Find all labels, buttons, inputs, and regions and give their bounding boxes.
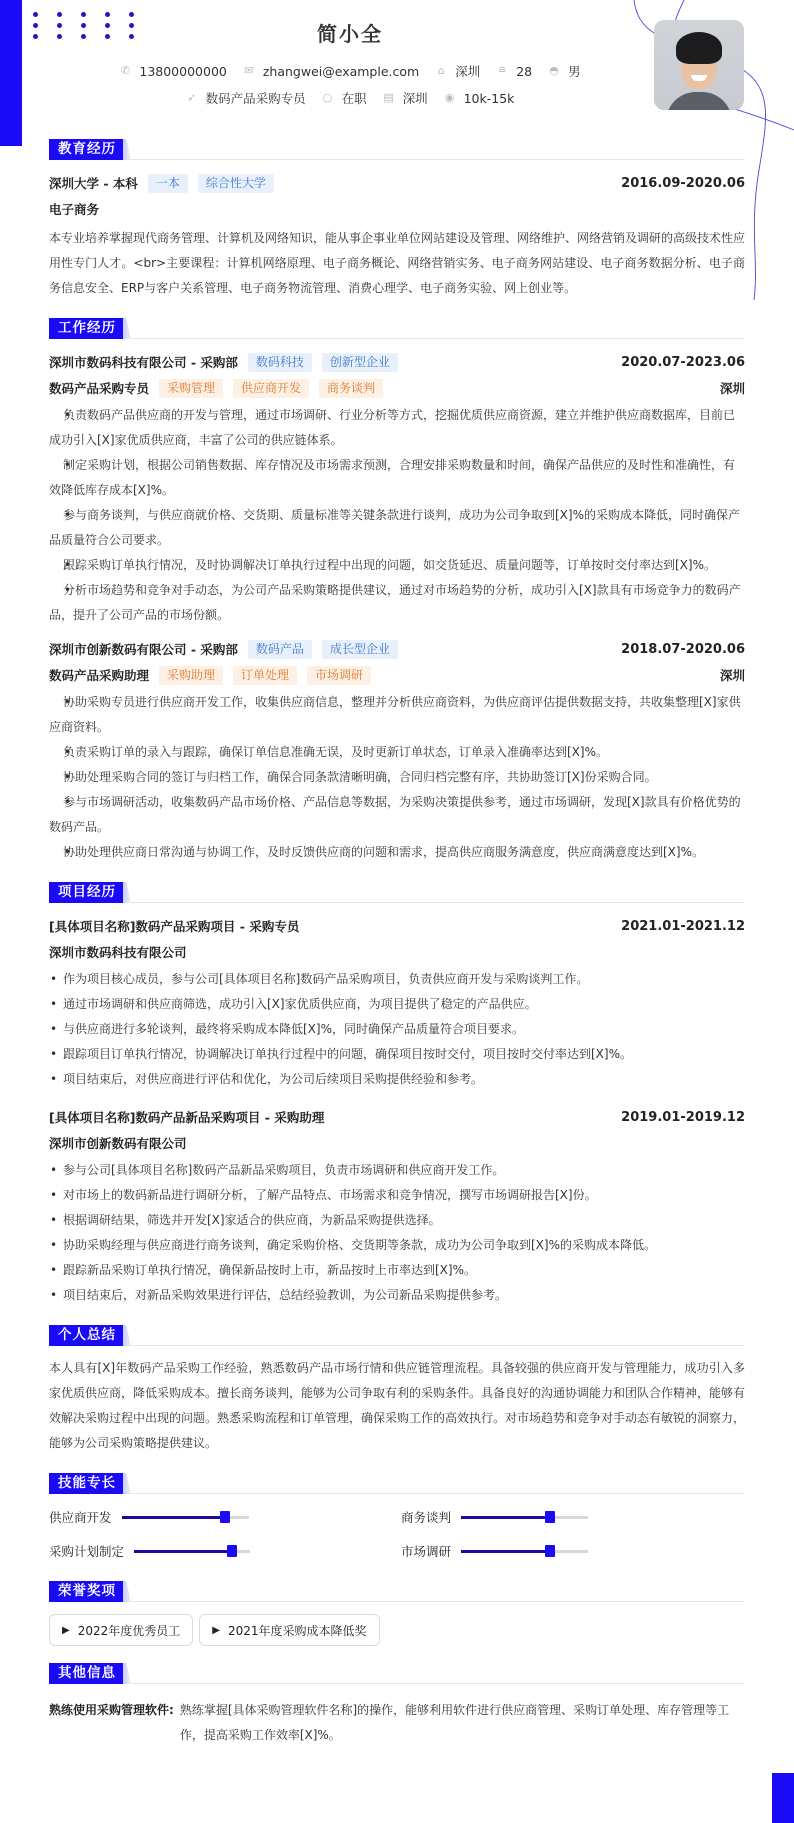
honor-item: ▶ 2021年度采购成本降低奖 <box>199 1614 379 1646</box>
education-header <box>49 170 745 196</box>
position-tag: 订单处理 <box>233 666 297 685</box>
school-name: 深圳大学 - 本科 <box>49 176 138 191</box>
list-item: • 分析市场趋势和竞争对手动态，为公司产品采购策略提供建议，通过对市场趋势的分析，成功引入[X]款具有市场竞争力的数码产品，提升了公司产品的市场份额。 <box>49 578 745 628</box>
work-location: 深圳 <box>719 381 745 396</box>
list-item: • 跟踪采购订单执行情况，及时协调解决订单执行过程中出现的问题，如交货延迟、质量问题等，订单按时交付率达到[X]%。 <box>49 553 745 578</box>
school-tag: 一本 <box>148 174 188 193</box>
section-title: 项目经历 <box>49 879 745 903</box>
list-item: • 项目结束后，对新品采购效果进行评估，总结经验教训，为公司新品采购提供参考。 <box>49 1283 745 1308</box>
section-title: 教育经历 <box>49 136 745 160</box>
position-tag: 采购助理 <box>159 666 223 685</box>
list-item: • 通过市场调研和供应商筛选，成功引入[X]家优质供应商，为项目提供了稳定的产品供应。 <box>49 992 745 1017</box>
intent-position: ➶ 数码产品采购专员 <box>186 91 306 106</box>
project-date: 2019.01-2019.12 <box>621 1109 745 1125</box>
position-tag: 供应商开发 <box>233 379 309 398</box>
avatar <box>654 20 744 110</box>
project-item <box>49 1104 745 1308</box>
work-location: 深圳 <box>719 668 745 683</box>
skill-level-bar <box>122 1516 249 1519</box>
status-icon: ○ <box>322 91 333 104</box>
list-item: • 跟踪项目订单执行情况，协调解决订单执行过程中的问题，确保项目按时交付，项目按时交付率达到[X]%。 <box>49 1042 745 1067</box>
project-item <box>49 913 745 1092</box>
section-projects <box>49 879 745 1308</box>
position-tag: 市场调研 <box>307 666 371 685</box>
age-icon: ≘ <box>497 64 507 77</box>
list-item: • 协助处理供应商日常沟通与协调工作，及时反馈供应商的问题和需求，提高供应商服务满意度，供应商满意度达到[X]%。 <box>49 840 745 865</box>
list-item: • 作为项目核心成员，参与公司[具体项目名称]数码产品采购项目，负责供应商开发与采购谈判工作。 <box>49 967 745 992</box>
position-name: 数码产品采购专员 <box>49 381 150 396</box>
intent-status: ○ 在职 <box>322 91 367 106</box>
company-tag: 成长型企业 <box>322 640 398 659</box>
candidate-name: 简小全 <box>317 22 383 46</box>
list-item: • 负责数码产品供应商的开发与管理，通过市场调研、行业分析等方式，挖掘优质供应商资源，建立并维护供应商数据库，目前已成功引入[X]家优质供应商，丰富了公司的供应链体系。 <box>49 403 745 453</box>
contact-city: ⌂ 深圳 <box>435 62 480 80</box>
building-icon: ▤ <box>383 91 394 104</box>
email-icon: ✉ <box>244 64 254 77</box>
contact-email[interactable]: ✉ zhangwei@example.com <box>244 63 420 79</box>
contact-row <box>0 62 700 80</box>
list-item: • 参与商务谈判，与供应商就价格、交货期、质量标准等关键条款进行谈判，成功为公司争取到[X]%的采购成本降低，同时确保产品质量符合公司要求。 <box>49 503 745 553</box>
send-icon: ➶ <box>186 91 197 104</box>
company-tag: 数码科技 <box>248 353 312 372</box>
skill-item: 供应商开发 <box>49 1504 401 1530</box>
job-intent-row <box>0 89 700 107</box>
company-name: 深圳市创新数码有限公司 - 采购部 <box>49 642 238 657</box>
company-name: 深圳市数码科技有限公司 - 采购部 <box>49 355 238 370</box>
company-tag: 数码产品 <box>248 640 312 659</box>
list-item: • 对市场上的数码新品进行调研分析，了解产品特点、市场需求和竞争情况，撰写市场调研报告[X]份。 <box>49 1183 745 1208</box>
section-work <box>49 315 745 865</box>
education-date: 2016.09-2020.06 <box>621 175 745 191</box>
list-item: • 协助处理采购合同的签订与归档工作，确保合同条款清晰明确，合同归档完整有序，共协助签订[X]份采购合同。 <box>49 765 745 790</box>
salary-icon: ◉ <box>444 91 455 104</box>
list-item: • 制定采购计划，根据公司销售数据、库存情况及市场需求预测，合理安排采购数量和时间，确保产品供应的及时性和准确性，有效降低库存成本[X]%。 <box>49 453 745 503</box>
decor-bottom-bar <box>772 1773 794 1823</box>
list-item: • 协助采购专员进行供应商开发工作，收集供应商信息，整理并分析供应商资料，为供应商评估提供数据支持，共收集整理[X]家供应商资料。 <box>49 690 745 740</box>
position-tag: 商务谈判 <box>319 379 383 398</box>
intent-salary: ◉ 10k-15k <box>444 90 515 106</box>
position-name: 数码产品采购助理 <box>49 668 150 683</box>
gender-icon: ◓ <box>549 64 559 77</box>
contact-age: ≘ 28 <box>497 63 533 79</box>
list-item: • 参与市场调研活动，收集数码产品市场价格、产品信息等数据，为采购决策提供参考，通过市场调研，发现[X]款具有价格优势的数码产品。 <box>49 790 745 840</box>
phone-icon: ✆ <box>120 64 130 77</box>
honor-item: ▶ 2022年度优秀员工 <box>49 1614 193 1646</box>
skill-level-bar <box>134 1550 250 1553</box>
other-key: 熟练使用采购管理软件: <box>49 1703 174 1717</box>
position-tag: 采购管理 <box>159 379 223 398</box>
resume-header <box>0 0 794 130</box>
work-date: 2018.07-2020.06 <box>621 641 745 657</box>
contact-phone: ✆ 13800000000 <box>120 63 227 79</box>
section-title: 工作经历 <box>49 315 745 339</box>
work-date: 2020.07-2023.06 <box>621 354 745 370</box>
list-item: • 协助采购经理与供应商进行商务谈判，确定采购价格、交货期等条款，成功为公司争取到[X]%的采购成本降低。 <box>49 1233 745 1258</box>
intent-city: ▤ 深圳 <box>383 91 428 106</box>
skill-item: 采购计划制定 <box>49 1538 401 1564</box>
list-item: • 参与公司[具体项目名称]数码产品新品采购项目，负责市场调研和供应商开发工作。 <box>49 1158 745 1183</box>
skill-item: 市场调研 <box>401 1538 745 1564</box>
triangle-right-icon: ▶ <box>212 1624 220 1636</box>
section-honors <box>49 1578 745 1646</box>
list-item: • 项目结束后，对供应商进行评估和优化，为公司后续项目采购提供经验和参考。 <box>49 1067 745 1092</box>
home-icon: ⌂ <box>437 64 445 77</box>
list-item: • 根据调研结果，筛选并开发[X]家适合的供应商，为新品采购提供选择。 <box>49 1208 745 1233</box>
section-other <box>49 1660 745 1748</box>
school-tag: 综合性大学 <box>198 174 274 193</box>
section-skills <box>49 1470 745 1564</box>
major: 电子商务 <box>49 202 100 217</box>
skill-level-bar <box>461 1516 588 1519</box>
skill-level-bar <box>461 1550 588 1553</box>
list-item: • 跟踪新品采购订单执行情况，确保新品按时上市，新品按时上市率达到[X]%。 <box>49 1258 745 1283</box>
project-company: 深圳市创新数码有限公司 <box>49 1136 187 1151</box>
list-item: • 负责采购订单的录入与跟踪，确保订单信息准确无误，及时更新订单状态，订单录入准确率达到[X]%。 <box>49 740 745 765</box>
triangle-right-icon: ▶ <box>62 1624 70 1636</box>
other-item <box>49 1694 745 1748</box>
section-title: 技能专长 <box>49 1470 745 1494</box>
other-value: 熟练掌握[具体采购管理软件名称]的操作，能够利用软件进行供应商管理、采购订单处理、库存管理等工作，提高采购工作效率[X]%。 <box>179 1703 730 1742</box>
work-item <box>49 636 745 865</box>
work-item <box>49 349 745 628</box>
summary-text: 本人具有[X]年数码产品采购工作经验，熟悉数码产品市场行情和供应链管理流程。具备较强的供应商开发与管理能力，成功引入多家优质供应商，降低采购成本。擅长商务谈判，能够为公司争取有利的采购条件。具备良好的沟通协调能力和团队合作精神，能够有效解决采购过程中出现的问题。熟悉采购流程和订单管理，确保采购工作的高效执行。对市场趋势和竞争对手动态有敏锐的洞察力，能够为公司采购策略提供建议。 <box>49 1361 746 1450</box>
resume-body <box>49 136 745 1762</box>
section-title: 荣誉奖项 <box>49 1578 745 1602</box>
section-title: 个人总结 <box>49 1322 745 1346</box>
section-summary <box>49 1322 745 1456</box>
project-title: [具体项目名称]数码产品采购项目 - 采购专员 <box>49 919 300 934</box>
list-item: • 与供应商进行多轮谈判，最终将采购成本降低[X]%，同时确保产品质量符合项目要求。 <box>49 1017 745 1042</box>
project-title: [具体项目名称]数码产品新品采购项目 - 采购助理 <box>49 1110 325 1125</box>
contact-gender: ◓ 男 <box>549 64 581 79</box>
skill-item: 商务谈判 <box>401 1504 745 1530</box>
section-title: 其他信息 <box>49 1660 745 1684</box>
project-date: 2021.01-2021.12 <box>621 918 745 934</box>
project-company: 深圳市数码科技有限公司 <box>49 945 187 960</box>
education-description: 本专业培养掌握现代商务管理、计算机及网络知识，能从事企事业单位网站建设及管理、网络维护、网络营销及调研的高级技术性应用性专门人才。<br>主要课程：计算机网络原理、电子商务概论、网络营销实务、电子商务网站建设、电子商务数据分析、电子商务信息安全、ERP与客户关系管理、电子商务物流管理、消费心理学、电子商务实验、网上创业等。 <box>49 231 746 295</box>
section-education <box>49 136 745 301</box>
company-tag: 创新型企业 <box>322 353 398 372</box>
